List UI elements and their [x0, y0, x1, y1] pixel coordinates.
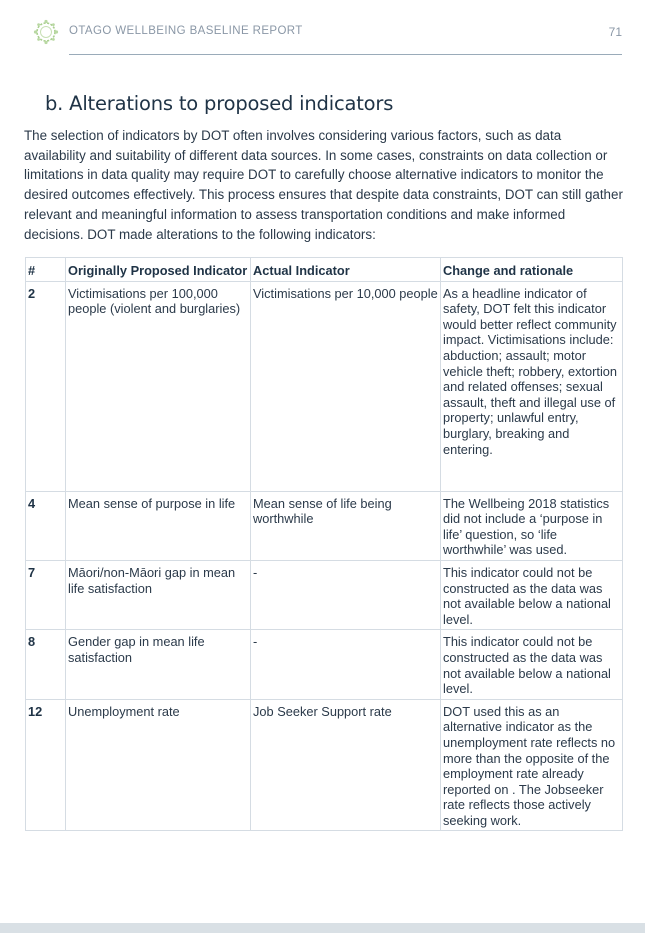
table-row	[26, 560, 623, 629]
column-header-rationale: Change and rationale	[441, 258, 623, 282]
table-header-row	[26, 258, 623, 282]
table-row	[26, 630, 623, 699]
column-header-original: Originally Proposed Indicator	[66, 258, 251, 282]
original-indicator: Gender gap in mean life satisfaction	[66, 630, 251, 699]
indicator-alterations-table	[25, 257, 623, 831]
rationale: DOT used this as an alternative indicator as the unemployment rate reflects no more than the opposite of the employment rate already reported on . The Jobseeker rate reflects those actively seeking work.	[441, 699, 623, 831]
section-heading: b. Alterations to proposed indicators	[45, 92, 394, 115]
rationale: This indicator could not be constructed as the data was not available below a national level.	[441, 630, 623, 699]
actual-indicator: Job Seeker Support rate	[251, 699, 441, 831]
table-row	[26, 491, 623, 560]
original-indicator: Mean sense of purpose in life	[66, 491, 251, 560]
footer-band	[0, 923, 645, 933]
rationale: This indicator could not be constructed as the data was not available below a national level.	[441, 560, 623, 629]
row-number: 12	[26, 699, 66, 831]
original-indicator: Victimisations per 100,000 people (violent and burglaries)	[66, 281, 251, 491]
row-number: 4	[26, 491, 66, 560]
column-header-number: #	[26, 258, 66, 282]
report-title: OTAGO WELLBEING BASELINE REPORT	[69, 25, 303, 37]
original-indicator: Unemployment rate	[66, 699, 251, 831]
table-row	[26, 281, 623, 491]
wreath-logo-icon	[33, 19, 59, 45]
row-number: 7	[26, 560, 66, 629]
header-divider	[69, 54, 622, 55]
rationale: As a headline indicator of safety, DOT felt this indicator would better reflect community impact. Victimisations include: abduction; assault; motor vehicle theft; robbery, extortion and related offenses; sexual assault, theft and illegal use of property; unlawful entry, burglary, breaking and entering.	[441, 281, 623, 491]
page-number: 71	[608, 25, 622, 39]
actual-indicator: Mean sense of life being worthwhile	[251, 491, 441, 560]
row-number: 8	[26, 630, 66, 699]
intro-paragraph: The selection of indicators by DOT often involves considering various factors, such as data availability and suitability of different data sources. In some cases, constraints on data collection or limitations in data quality may require DOT to carefully choose alternative indicators to monitor the desired outcomes effectively. This process ensures that despite data constraints, DOT can still gather relevant and meaningful information to assess transportation conditions and make informed decisions. DOT made alterations to the following indicators:	[24, 128, 623, 242]
actual-indicator: -	[251, 560, 441, 629]
original-indicator: Māori/non-Māori gap in mean life satisfaction	[66, 560, 251, 629]
rationale: The Wellbeing 2018 statistics did not include a ‘purpose in life’ question, so ‘life worthwhile’ was used.	[441, 491, 623, 560]
column-header-actual: Actual Indicator	[251, 258, 441, 282]
row-number: 2	[26, 281, 66, 491]
actual-indicator: -	[251, 630, 441, 699]
page-header	[0, 0, 645, 56]
actual-indicator: Victimisations per 10,000 people	[251, 281, 441, 491]
table-row	[26, 699, 623, 831]
